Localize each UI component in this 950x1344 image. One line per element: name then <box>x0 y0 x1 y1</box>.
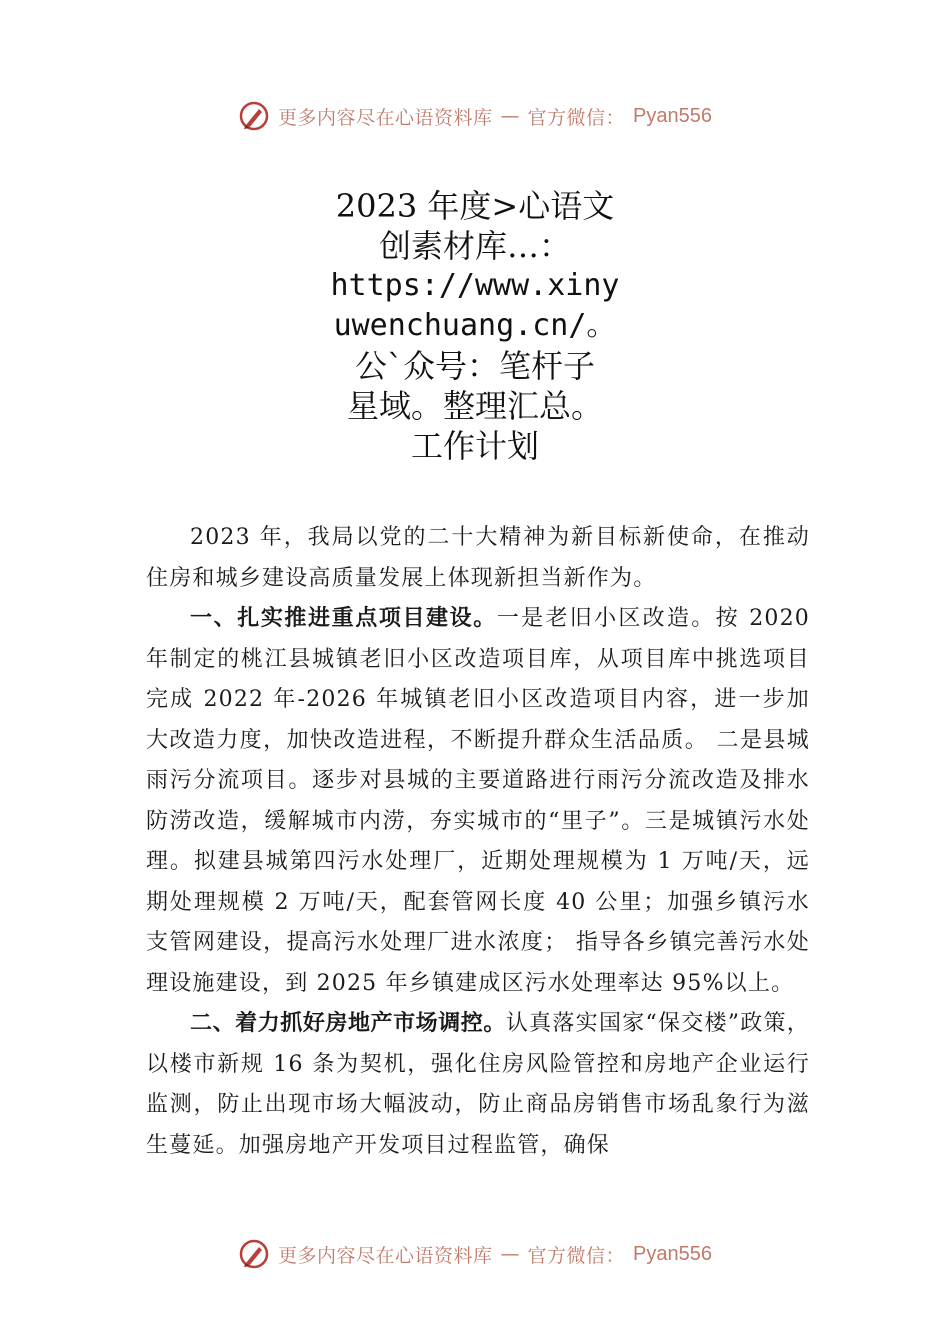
title-line-2: 创素材库…： <box>378 227 571 265</box>
title-line-3: https://www.xiny <box>330 268 620 303</box>
section-1-paragraph <box>146 599 810 1004</box>
watermark-text: 更多内容尽在心语资料库 <box>278 1244 493 1267</box>
section-1-text: 一是老旧小区改造。按 2020 年制定的桃江县城镇老旧小区改造项目库，从项目库中挑选项目完成 2022 年-2026 年城镇老旧小区改造项目内容，进一步加大改造力度，加快改造进程，不断提升群众生活品质。 二是县城雨污分流项目。逐步对县城的主要道路进行雨污分流改造及排水防涝改造，缓解城市内涝，夯实城市的“里子”。三是城镇污水处理。拟建县城第四污水处理厂，近期处理规模为 1 万吨/天，远期处理规模 2 万吨/天，配套管网长度 40 公里；加强乡镇污水支管网建设，提高污水处理厂进水浓度； 指导各乡镇完善污水处理设施建设，到 2025 年乡镇建成区污水处理率达 95%以上。 <box>146 606 810 996</box>
section-1-heading: 一、扎实推进重点项目建设。 <box>190 606 497 631</box>
title-line-5: 公`众号：笔杆子 <box>354 347 595 385</box>
intro-paragraph: 2023 年，我局以党的二十大精神为新目标新使命，在推动住房和城乡建设高质量发展上体现新担当新作为。 <box>146 525 810 591</box>
section-2-text: 认真落实国家“保交楼”政策，以楼市新规 16 条为契机，强化住房风险管控和房地产企业运行监测，防止出现市场大幅波动，防止商品房销售市场乱象行为滋生蔓延。加强房地产开发项目过程监管，确保 <box>146 1011 810 1158</box>
watermark-wechat-id: Pyan556 <box>633 104 712 127</box>
watermark-separator: — <box>500 1243 520 1265</box>
title-line-4: uwenchuang.cn/。 <box>333 308 617 343</box>
section-2-heading: 二、着力抓好房地产市场调控。 <box>190 1011 506 1036</box>
title-line-1: 2023 年度>心语文 <box>335 187 615 225</box>
header-watermark <box>0 96 950 136</box>
title-line-7: 工作计划 <box>410 427 539 465</box>
watermark-wechat-id: Pyan556 <box>633 1242 712 1265</box>
pen-logo-icon <box>238 100 270 132</box>
title-line-6: 星域。整理汇总。 <box>346 387 603 425</box>
document-body <box>146 518 810 1166</box>
pen-logo-icon <box>238 1238 270 1270</box>
watermark-separator: — <box>500 105 520 127</box>
section-2-paragraph <box>146 1004 810 1166</box>
watermark-text: 更多内容尽在心语资料库 <box>278 106 493 129</box>
footer-watermark <box>0 1234 950 1274</box>
watermark-label: 官方微信： <box>527 1244 626 1267</box>
document-title <box>315 186 635 466</box>
watermark-label: 官方微信： <box>527 106 626 129</box>
